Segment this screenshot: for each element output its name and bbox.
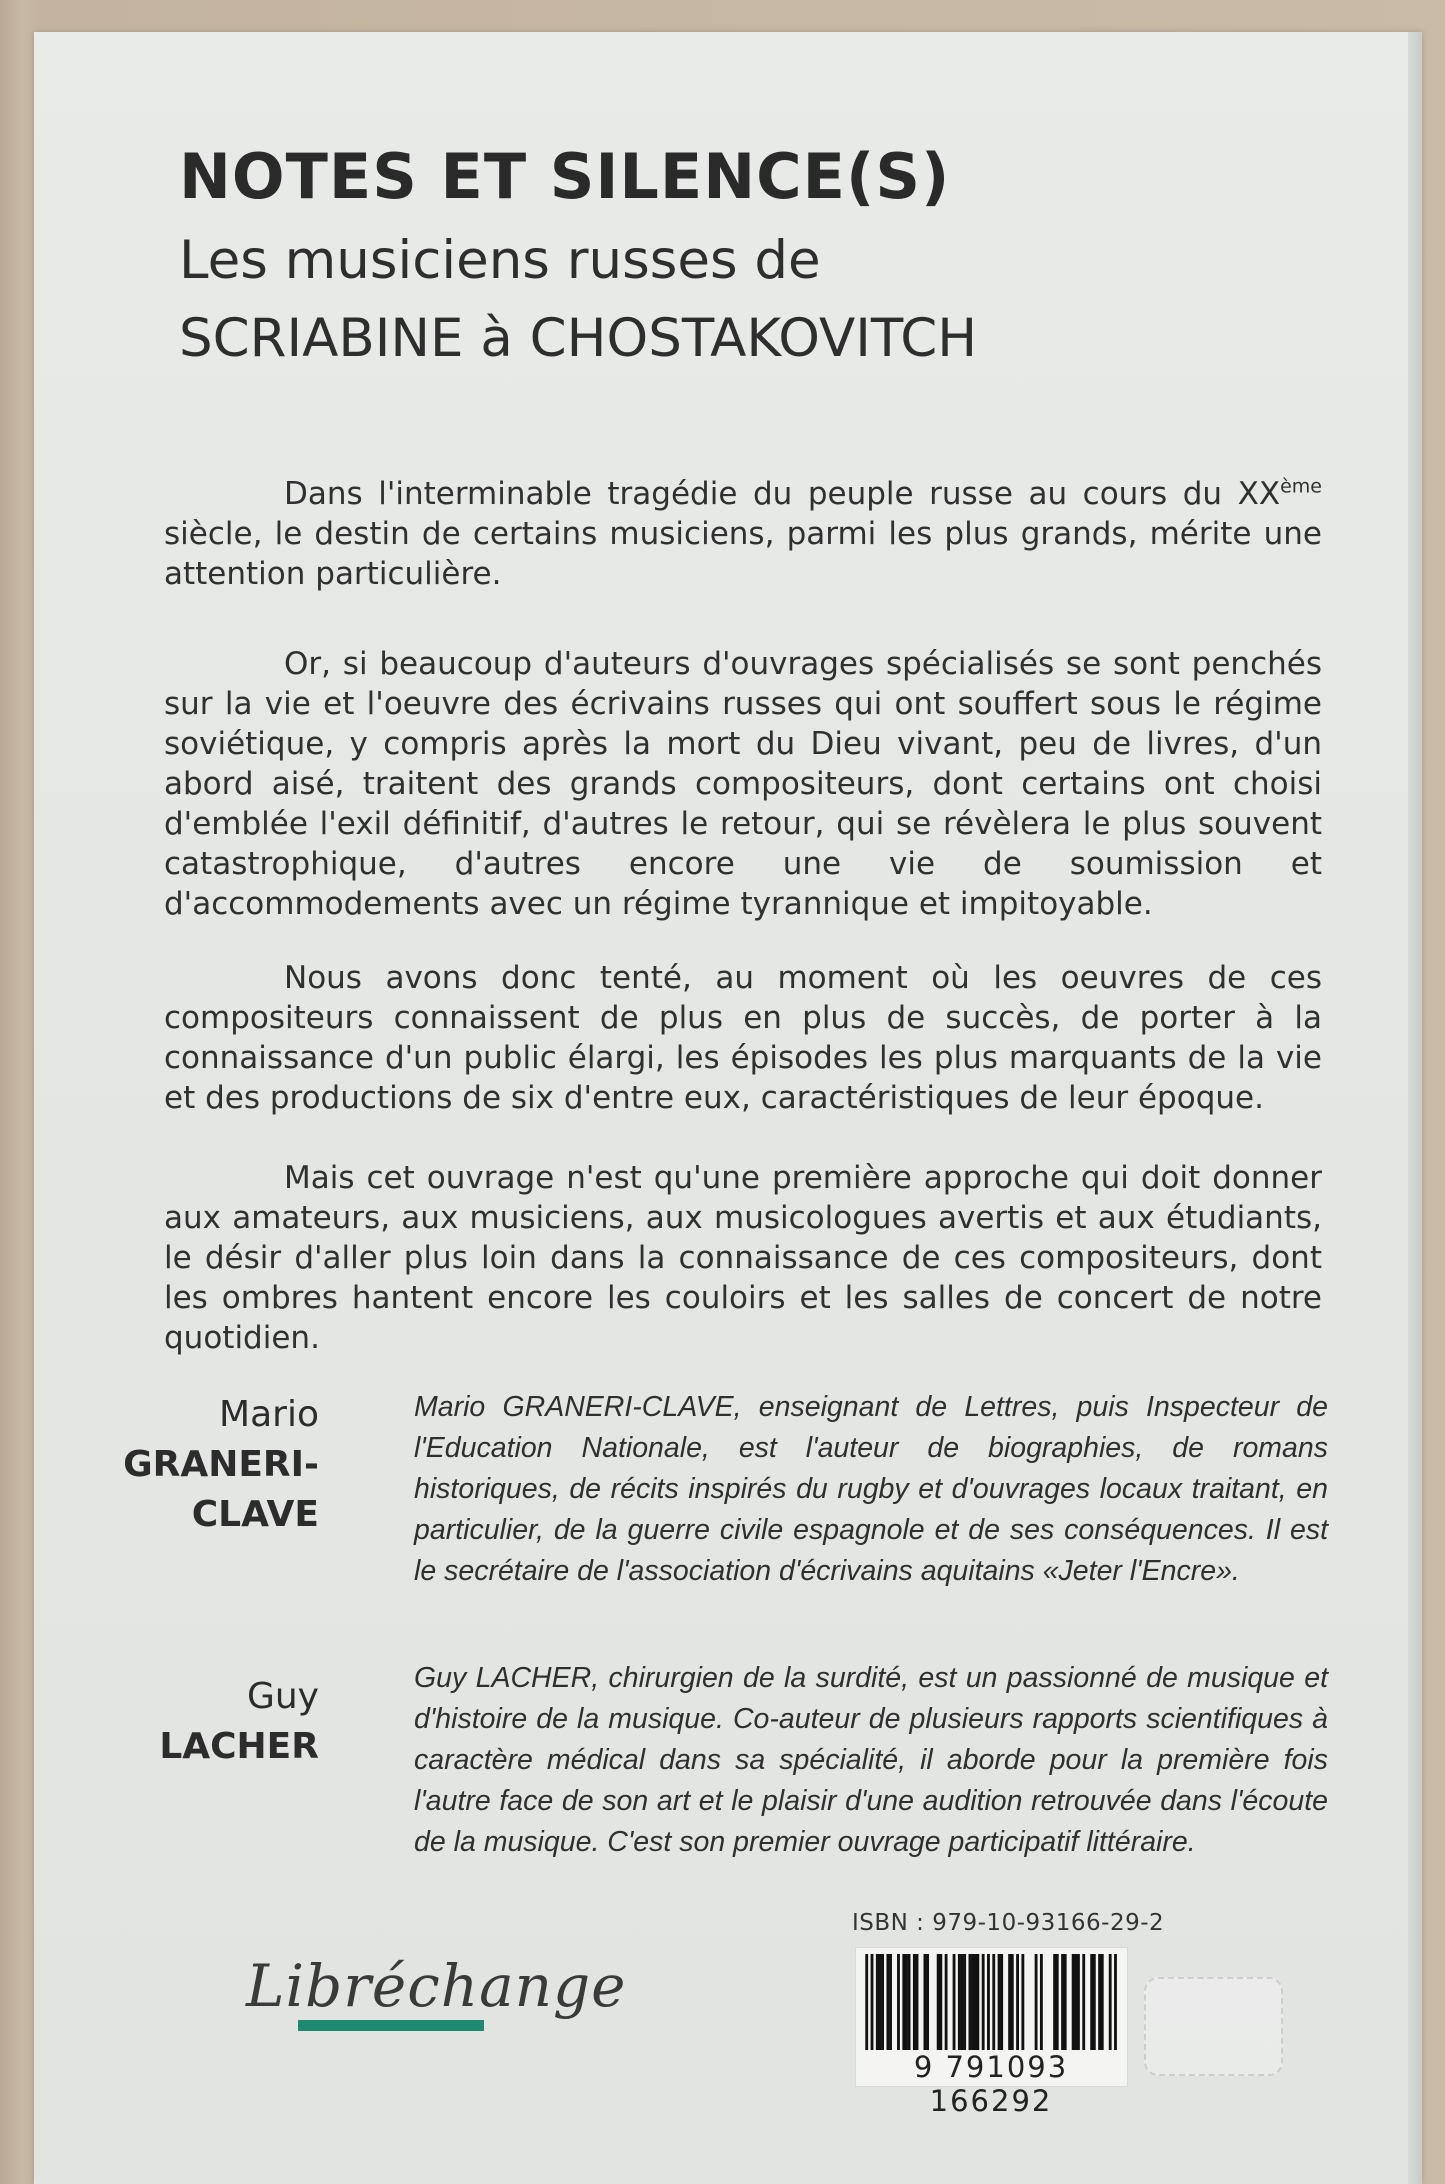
barcode-bar xyxy=(897,1954,900,2050)
barcode-bar xyxy=(969,1954,972,2050)
author-first-name: Mario xyxy=(219,1394,319,1435)
barcode-bar xyxy=(1000,1954,1003,2050)
barcode-bar xyxy=(1114,1954,1117,2050)
barcode-bar xyxy=(953,1954,956,2050)
barcode-bar xyxy=(961,1954,964,2050)
barcode-bar xyxy=(1056,1954,1059,2050)
barcode-bar xyxy=(1090,1954,1093,2050)
barcode-bar xyxy=(1082,1954,1085,2050)
barcode-bar xyxy=(1101,1954,1104,2050)
author-last-name-line-2: CLAVE xyxy=(191,1494,319,1535)
author-first-name: Guy xyxy=(246,1676,319,1717)
barcode-bar xyxy=(924,1954,927,2050)
author-bio-mario: Mario GRANERI-CLAVE, enseignant de Lettres, puis Inspecteur de l'Education Nationale, est l'auteur de biographies, de romans historiques, de récits inspirés du rugby et d'ouvrages locaux traitant, en particulier, de la guerre civile espagnole et de ses conséquences. Il est le secrétaire de l'association d'écrivains aquitains «Jeter l'Encre». xyxy=(414,1391,1328,1587)
publisher-name: Libréchange xyxy=(246,1952,627,2020)
barcode-bar xyxy=(1109,1954,1112,2050)
barcode-bar xyxy=(871,1954,874,2050)
barcode-bar xyxy=(976,1954,979,2050)
barcode-bar xyxy=(939,1954,942,2050)
barcode-bar xyxy=(1061,1954,1064,2050)
barcode-bar xyxy=(916,1954,919,2050)
sticker-residue xyxy=(1144,1977,1283,2076)
author-name-mario xyxy=(123,1390,319,1540)
barcode-bar xyxy=(1074,1954,1077,2050)
barcode-bar xyxy=(902,1954,905,2050)
barcode-bar xyxy=(1093,1954,1096,2050)
author-last-name: LACHER xyxy=(159,1726,319,1767)
barcode-bar xyxy=(971,1954,974,2050)
barcode-bar xyxy=(879,1954,882,2050)
book-title: NOTES ET SILENCE(S) xyxy=(179,140,951,213)
barcode-bars-icon xyxy=(860,1954,1122,2050)
barcode-bar xyxy=(1098,1954,1101,2050)
blurb-paragraph-3: Nous avons donc tenté, au moment où les oeuvres de ces compositeurs connaissent de plus en plus de succès, de porter à la connaissance d'un public élargi, les épisodes les plus marquants de la vie et des productions de six d'entre eux, caractéristiques de leur époque. xyxy=(164,960,1322,1116)
isbn-barcode xyxy=(856,1948,1127,2118)
barcode-bar xyxy=(886,1954,889,2050)
barcode-bar xyxy=(908,1954,911,2050)
barcode-bar xyxy=(987,1954,990,2050)
barcode-bar xyxy=(1011,1954,1014,2050)
barcode-bar xyxy=(1040,1954,1043,2050)
author-name-guy xyxy=(159,1672,319,1772)
book-subtitle-line-2: SCRIABINE à CHOSTAKOVITCH xyxy=(179,308,978,369)
barcode-digits: 9 791093 166292 xyxy=(913,2050,1069,2118)
publisher-logo xyxy=(246,1952,626,2020)
barcode-bar xyxy=(937,1954,940,2050)
blurb-paragraph-1-text-a: Dans l'interminable tragédie du peuple russe au cours du XX xyxy=(284,476,1281,512)
cover-edge xyxy=(1408,32,1422,2184)
barcode-bar xyxy=(913,1954,916,2050)
barcode-bar xyxy=(1021,1954,1024,2050)
barcode-bar xyxy=(905,1954,908,2050)
blurb-paragraph-1-text-b: siècle, le destin de certains musiciens, parmi les plus grands, mérite une attention particulière. xyxy=(164,516,1322,592)
book-subtitle-line-1: Les musiciens russes de xyxy=(179,230,821,291)
barcode-bar xyxy=(945,1954,948,2050)
barcode-bar xyxy=(1016,1954,1019,2050)
barcode-bar xyxy=(992,1954,995,2050)
publisher-logo-bar xyxy=(298,2020,484,2031)
blurb-paragraph-2: Or, si beaucoup d'auteurs d'ouvrages spécialisés se sont penchés sur la vie et l'oeuvre des écrivains russes qui ont souffert sous le régime soviétique, y compris après la mort du Dieu vivant, peu de livres, d'un abord aisé, traitent des grands compositeurs, dont certains ont choisi d'emblée l'exil définitif, d'autres le retour, qui se révèlera le plus souvent catastrophique, d'autres encore une vie de soumission et d'accommodements avec un régime tyrannique et impitoyable. xyxy=(164,646,1322,922)
barcode-bar xyxy=(926,1954,929,2050)
blurb-paragraph-4: Mais cet ouvrage n'est qu'une première approche qui doit donner aux amateurs, aux musiciens, aux musicologues avertis et aux étudiants, le désir d'aller plus loin dans la connaissance de ces compositeurs, dont les ombres hantent encore les couloirs et les salles de concert de notre quotidien. xyxy=(164,1160,1322,1356)
barcode-bar xyxy=(1008,1954,1011,2050)
barcode-bar xyxy=(889,1954,892,2050)
book-back-cover xyxy=(34,32,1422,2184)
blurb-paragraph-1 xyxy=(164,474,1322,594)
barcode-bar xyxy=(974,1954,977,2050)
author-last-name-line-1: GRANERI- xyxy=(123,1444,319,1485)
blurb-superscript: ème xyxy=(1280,475,1322,498)
barcode-bar xyxy=(881,1954,884,2050)
barcode-bar xyxy=(998,1954,1001,2050)
isbn-label: ISBN : 979-10-93166-29-2 xyxy=(852,1910,1165,1936)
barcode-bar xyxy=(1064,1954,1067,2050)
barcode-bar xyxy=(1053,1954,1056,2050)
barcode-bar xyxy=(865,1954,868,2050)
barcode-bar xyxy=(1077,1954,1080,2050)
barcode-bar xyxy=(876,1954,879,2050)
author-bio-guy: Guy LACHER, chirurgien de la surdité, est un passionné de musique et d'histoire de la musique. Co-auteur de plusieurs rapports scientifiques à caractère médical dans sa spécialité, il aborde pour la première fois l'autre face de son art et le plaisir d'une audition retrouvée dans l'écoute de la musique. C'est son premier ouvrage participatif littéraire. xyxy=(414,1662,1328,1858)
barcode-bar xyxy=(1035,1954,1038,2050)
barcode-bar xyxy=(1072,1954,1075,2050)
barcode-bar xyxy=(963,1954,966,2050)
barcode-bar xyxy=(958,1954,961,2050)
barcode-bar xyxy=(982,1954,985,2050)
